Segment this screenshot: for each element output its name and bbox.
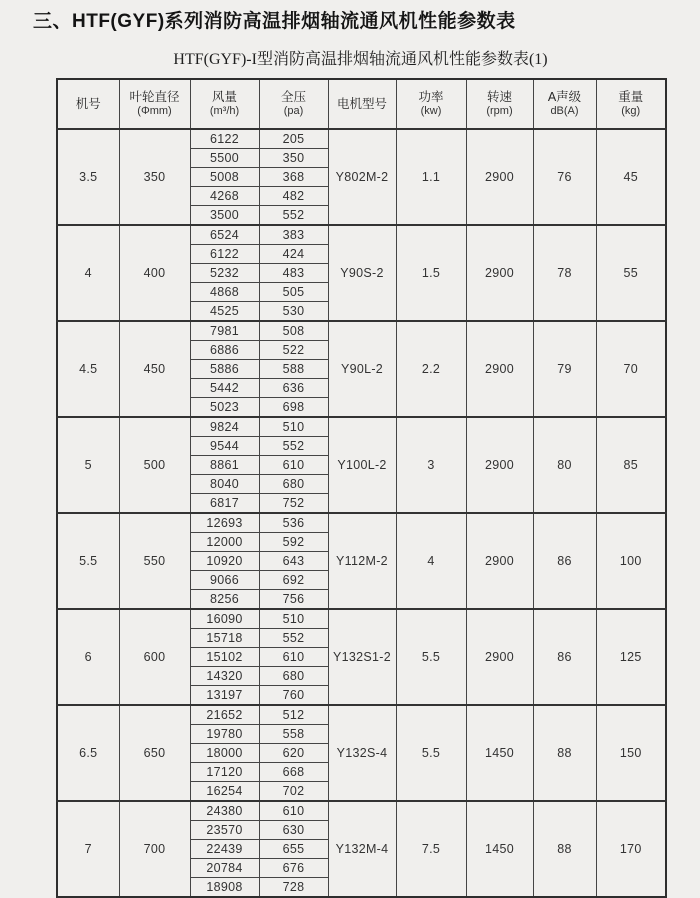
air-flow-cell: 9544 bbox=[190, 437, 259, 456]
full-pressure-cell: 522 bbox=[259, 341, 328, 360]
air-flow-cell: 18000 bbox=[190, 744, 259, 763]
column-header-weight bbox=[596, 79, 666, 129]
full-pressure-cell: 636 bbox=[259, 379, 328, 398]
air-flow-cell: 9066 bbox=[190, 571, 259, 590]
full-pressure-cell: 482 bbox=[259, 187, 328, 206]
full-pressure-cell: 424 bbox=[259, 245, 328, 264]
air-flow-cell: 9824 bbox=[190, 417, 259, 437]
full-pressure-cell: 698 bbox=[259, 398, 328, 418]
full-pressure-cell: 680 bbox=[259, 475, 328, 494]
impeller-diameter-cell: 700 bbox=[119, 801, 190, 897]
header-unit: (pa) bbox=[283, 105, 304, 117]
page-title: 三、HTF(GYF)系列消防高温排烟轴流通风机性能参数表 bbox=[33, 11, 516, 32]
table-head bbox=[57, 79, 666, 129]
full-pressure-cell: 512 bbox=[259, 705, 328, 725]
noise-cell: 78 bbox=[533, 225, 596, 321]
full-pressure-cell: 350 bbox=[259, 149, 328, 168]
impeller-diameter-cell: 450 bbox=[119, 321, 190, 417]
full-pressure-cell: 610 bbox=[259, 456, 328, 475]
header-label: 转速 bbox=[486, 90, 512, 104]
noise-cell: 88 bbox=[533, 801, 596, 897]
full-pressure-cell: 552 bbox=[259, 206, 328, 226]
motor-model-cell: Y100L-2 bbox=[328, 417, 396, 513]
power-cell: 1.1 bbox=[396, 129, 466, 225]
full-pressure-cell: 368 bbox=[259, 168, 328, 187]
air-flow-cell: 24380 bbox=[190, 801, 259, 821]
speed-cell: 2900 bbox=[466, 225, 533, 321]
header-unit: (kw) bbox=[420, 105, 442, 117]
header-label: 功率 bbox=[418, 90, 444, 104]
weight-cell: 100 bbox=[596, 513, 666, 609]
air-flow-cell: 4268 bbox=[190, 187, 259, 206]
fan-no-cell: 3.5 bbox=[57, 129, 119, 225]
air-flow-cell: 5500 bbox=[190, 149, 259, 168]
air-flow-cell: 8040 bbox=[190, 475, 259, 494]
air-flow-cell: 16090 bbox=[190, 609, 259, 629]
weight-cell: 45 bbox=[596, 129, 666, 225]
speed-cell: 2900 bbox=[466, 609, 533, 705]
full-pressure-cell: 643 bbox=[259, 552, 328, 571]
noise-cell: 79 bbox=[533, 321, 596, 417]
air-flow-cell: 5232 bbox=[190, 264, 259, 283]
speed-cell: 2900 bbox=[466, 417, 533, 513]
air-flow-cell: 16254 bbox=[190, 782, 259, 802]
speed-cell: 2900 bbox=[466, 321, 533, 417]
table-row bbox=[57, 321, 666, 341]
weight-cell: 170 bbox=[596, 801, 666, 897]
air-flow-cell: 5008 bbox=[190, 168, 259, 187]
motor-model-cell: Y90L-2 bbox=[328, 321, 396, 417]
power-cell: 2.2 bbox=[396, 321, 466, 417]
speed-cell: 1450 bbox=[466, 801, 533, 897]
weight-cell: 125 bbox=[596, 609, 666, 705]
full-pressure-cell: 610 bbox=[259, 648, 328, 667]
fan-no-cell: 5.5 bbox=[57, 513, 119, 609]
motor-model-cell: Y802M-2 bbox=[328, 129, 396, 225]
impeller-diameter-cell: 500 bbox=[119, 417, 190, 513]
power-cell: 1.5 bbox=[396, 225, 466, 321]
column-header-impeller-diameter bbox=[119, 79, 190, 129]
full-pressure-cell: 510 bbox=[259, 417, 328, 437]
air-flow-cell: 7981 bbox=[190, 321, 259, 341]
header-label: 机号 bbox=[75, 96, 101, 111]
air-flow-cell: 6886 bbox=[190, 341, 259, 360]
header-label: 风量 bbox=[211, 90, 237, 104]
air-flow-cell: 22439 bbox=[190, 840, 259, 859]
noise-cell: 86 bbox=[533, 609, 596, 705]
noise-cell: 86 bbox=[533, 513, 596, 609]
air-flow-cell: 21652 bbox=[190, 705, 259, 725]
air-flow-cell: 18908 bbox=[190, 878, 259, 898]
motor-model-cell: Y112M-2 bbox=[328, 513, 396, 609]
air-flow-cell: 15718 bbox=[190, 629, 259, 648]
air-flow-cell: 10920 bbox=[190, 552, 259, 571]
full-pressure-cell: 483 bbox=[259, 264, 328, 283]
impeller-diameter-cell: 400 bbox=[119, 225, 190, 321]
column-header-power bbox=[396, 79, 466, 129]
air-flow-cell: 4525 bbox=[190, 302, 259, 322]
fan-no-cell: 4 bbox=[57, 225, 119, 321]
full-pressure-cell: 205 bbox=[259, 129, 328, 149]
air-flow-cell: 5023 bbox=[190, 398, 259, 418]
table-row bbox=[57, 513, 666, 533]
header-label: 全压 bbox=[280, 90, 306, 104]
impeller-diameter-cell: 650 bbox=[119, 705, 190, 801]
full-pressure-cell: 676 bbox=[259, 859, 328, 878]
full-pressure-cell: 592 bbox=[259, 533, 328, 552]
table-subtitle: HTF(GYF)-I型消防高温排烟轴流通风机性能参数表(1) bbox=[173, 51, 548, 68]
air-flow-cell: 14320 bbox=[190, 667, 259, 686]
power-cell: 7.5 bbox=[396, 801, 466, 897]
header-label: A声级 bbox=[547, 90, 582, 104]
column-header-fan-no bbox=[57, 79, 119, 129]
air-flow-cell: 23570 bbox=[190, 821, 259, 840]
weight-cell: 55 bbox=[596, 225, 666, 321]
full-pressure-cell: 508 bbox=[259, 321, 328, 341]
full-pressure-cell: 552 bbox=[259, 629, 328, 648]
power-cell: 5.5 bbox=[396, 705, 466, 801]
fan-no-cell: 6 bbox=[57, 609, 119, 705]
column-header-air-flow bbox=[190, 79, 259, 129]
fan-no-cell: 5 bbox=[57, 417, 119, 513]
table-row bbox=[57, 609, 666, 629]
noise-cell: 80 bbox=[533, 417, 596, 513]
impeller-diameter-cell: 600 bbox=[119, 609, 190, 705]
full-pressure-cell: 552 bbox=[259, 437, 328, 456]
fan-performance-table bbox=[56, 78, 667, 898]
header-unit: (m³/h) bbox=[209, 105, 240, 117]
fan-no-cell: 4.5 bbox=[57, 321, 119, 417]
full-pressure-cell: 702 bbox=[259, 782, 328, 802]
full-pressure-cell: 752 bbox=[259, 494, 328, 514]
power-cell: 5.5 bbox=[396, 609, 466, 705]
header-label: 电机型号 bbox=[336, 96, 387, 111]
motor-model-cell: Y90S-2 bbox=[328, 225, 396, 321]
air-flow-cell: 6524 bbox=[190, 225, 259, 245]
air-flow-cell: 4868 bbox=[190, 283, 259, 302]
air-flow-cell: 6122 bbox=[190, 129, 259, 149]
full-pressure-cell: 536 bbox=[259, 513, 328, 533]
full-pressure-cell: 530 bbox=[259, 302, 328, 322]
air-flow-cell: 6122 bbox=[190, 245, 259, 264]
column-header-noise-level bbox=[533, 79, 596, 129]
full-pressure-cell: 620 bbox=[259, 744, 328, 763]
column-header-motor-model bbox=[328, 79, 396, 129]
full-pressure-cell: 610 bbox=[259, 801, 328, 821]
full-pressure-cell: 692 bbox=[259, 571, 328, 590]
air-flow-cell: 20784 bbox=[190, 859, 259, 878]
header-label: 重量 bbox=[618, 90, 644, 104]
speed-cell: 1450 bbox=[466, 705, 533, 801]
air-flow-cell: 13197 bbox=[190, 686, 259, 706]
table-row bbox=[57, 225, 666, 245]
full-pressure-cell: 756 bbox=[259, 590, 328, 610]
table-row bbox=[57, 129, 666, 149]
header-unit: dB(A) bbox=[550, 105, 579, 117]
air-flow-cell: 5442 bbox=[190, 379, 259, 398]
table-body bbox=[57, 129, 666, 897]
motor-model-cell: Y132M-4 bbox=[328, 801, 396, 897]
air-flow-cell: 3500 bbox=[190, 206, 259, 226]
motor-model-cell: Y132S1-2 bbox=[328, 609, 396, 705]
speed-cell: 2900 bbox=[466, 129, 533, 225]
full-pressure-cell: 728 bbox=[259, 878, 328, 898]
full-pressure-cell: 588 bbox=[259, 360, 328, 379]
noise-cell: 88 bbox=[533, 705, 596, 801]
impeller-diameter-cell: 350 bbox=[119, 129, 190, 225]
header-row bbox=[57, 79, 666, 129]
full-pressure-cell: 630 bbox=[259, 821, 328, 840]
air-flow-cell: 17120 bbox=[190, 763, 259, 782]
full-pressure-cell: 680 bbox=[259, 667, 328, 686]
air-flow-cell: 5886 bbox=[190, 360, 259, 379]
air-flow-cell: 6817 bbox=[190, 494, 259, 514]
header-unit: (Φmm) bbox=[137, 105, 172, 117]
air-flow-cell: 12693 bbox=[190, 513, 259, 533]
air-flow-cell: 19780 bbox=[190, 725, 259, 744]
fan-no-cell: 6.5 bbox=[57, 705, 119, 801]
full-pressure-cell: 510 bbox=[259, 609, 328, 629]
speed-cell: 2900 bbox=[466, 513, 533, 609]
table-row bbox=[57, 705, 666, 725]
table-row bbox=[57, 417, 666, 437]
full-pressure-cell: 760 bbox=[259, 686, 328, 706]
weight-cell: 85 bbox=[596, 417, 666, 513]
header-unit: (rpm) bbox=[486, 105, 513, 117]
column-header-speed bbox=[466, 79, 533, 129]
full-pressure-cell: 558 bbox=[259, 725, 328, 744]
air-flow-cell: 12000 bbox=[190, 533, 259, 552]
column-header-full-pressure bbox=[259, 79, 328, 129]
header-unit: (kg) bbox=[621, 105, 641, 117]
power-cell: 3 bbox=[396, 417, 466, 513]
air-flow-cell: 8256 bbox=[190, 590, 259, 610]
full-pressure-cell: 505 bbox=[259, 283, 328, 302]
full-pressure-cell: 655 bbox=[259, 840, 328, 859]
full-pressure-cell: 668 bbox=[259, 763, 328, 782]
impeller-diameter-cell: 550 bbox=[119, 513, 190, 609]
noise-cell: 76 bbox=[533, 129, 596, 225]
air-flow-cell: 8861 bbox=[190, 456, 259, 475]
fan-no-cell: 7 bbox=[57, 801, 119, 897]
weight-cell: 70 bbox=[596, 321, 666, 417]
table-row bbox=[57, 801, 666, 821]
motor-model-cell: Y132S-4 bbox=[328, 705, 396, 801]
weight-cell: 150 bbox=[596, 705, 666, 801]
power-cell: 4 bbox=[396, 513, 466, 609]
air-flow-cell: 15102 bbox=[190, 648, 259, 667]
full-pressure-cell: 383 bbox=[259, 225, 328, 245]
header-label: 叶轮直径 bbox=[129, 90, 180, 104]
